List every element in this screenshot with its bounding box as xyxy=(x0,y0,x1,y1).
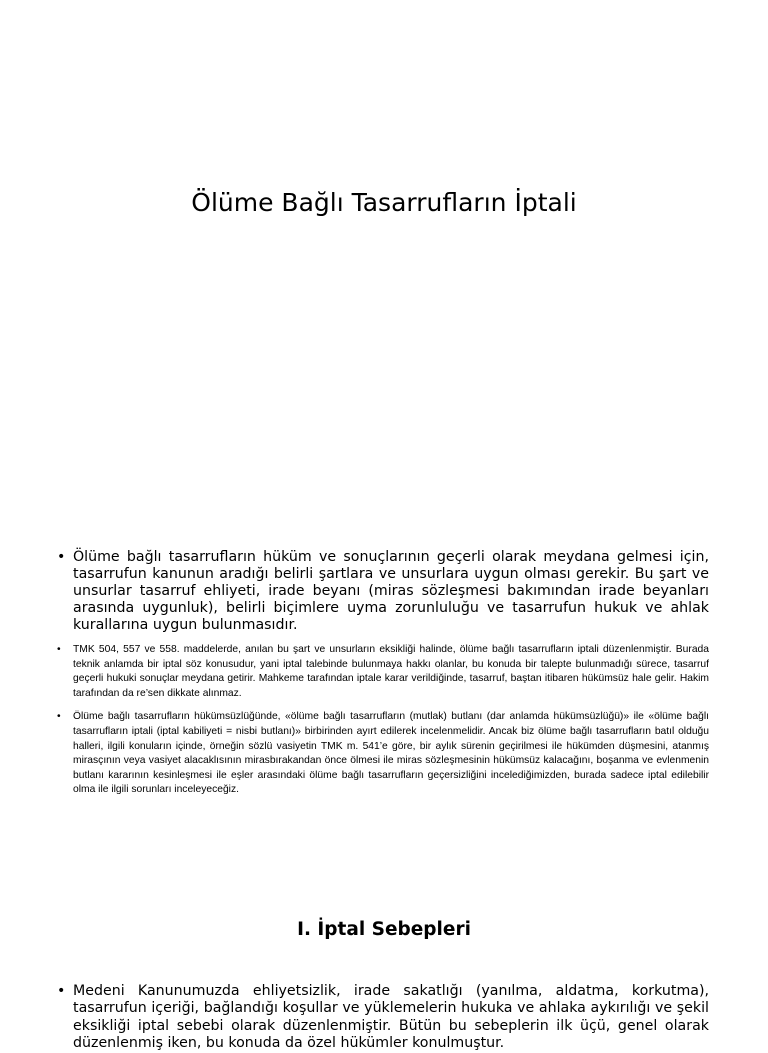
bullet-icon: • xyxy=(57,711,61,723)
section-heading: I. İptal Sebepleri xyxy=(297,919,471,940)
list-item xyxy=(57,549,709,634)
list-item xyxy=(57,643,709,701)
bullet-icon: • xyxy=(57,983,66,999)
bullet-icon: • xyxy=(57,549,66,565)
bullet-text: Ölüme bağlı tasarrufların hükümsüzlüğünde, «ölüme bağlı tasarrufların (mutlak) butlanı (dar anlamda hükümsüzlüğü)» ile «ölüme bağlı tasarrufların iptali (iptal kabiliyeti = nisbi butlanı)» birbirinden ayırt edilerek incelenmelidir. Ancak biz ölüme bağlı tasarrufların batıl olduğu halleri, ilgili konuların içinde, örneğin sözlü vasiyetin TMK m. 541’e göre, bir aylık sürenin geçirilmesi ile hükümden düşmesini, atanmış mirasçının veya vasiyet alacaklısının mirasbırakandan önce ölmesi ile miras sözleşmesinin hükümsüz kalacağını, boşanma ve evlenmenin butlanı kararının kesinleşmesi ile eşler arasındaki ölüme bağlı tasarrufların geçersizliğini incelediğimizden, burada sadece iptal edilebilir olma ile ilgili sorunları inceleyeceğiz. xyxy=(73,711,709,796)
list-item xyxy=(57,983,709,1053)
bullet-list-section xyxy=(57,983,709,1053)
slide-title: Ölüme Bağlı Tasarrufların İptali xyxy=(191,188,577,217)
list-item xyxy=(57,710,709,798)
bullet-text: Medeni Kanunumuzda ehliyetsizlik, irade sakatlığı (yanılma, aldatma, korkutma), tasarrufun içeriği, bağlandığı koşullar ve yüklemelerin hukuka ve ahlaka aykırılığı ve şekil eksikliği iptal sebebi olarak düzenlenmiştir. Bütün bu sebeplerin ilk üçü, genel olarak düzenlenmiş iken, bu konuda da özel hükümler konulmuştur. xyxy=(73,983,709,1052)
bullet-text: TMK 504, 557 ve 558. maddelerde, anılan bu şart ve unsurların eksikliği halinde, ölüme bağlı tasarrufların iptali düzenlenmiştir. Burada teknik anlamda bir iptal söz konusudur, yani iptal talebinde bulunmaya hakkı olanlar, bu konuda bir talepte bulunmadığı sürece, tasarruf geçerli hukuki sonuçlar meydana getirir. Mahkeme tarafından iptale karar verildiğinde, tasarruf, baştan itibaren hükümsüz hale gelir. Hakim tarafından da re’sen dikkate alınmaz. xyxy=(73,644,709,699)
bullet-text: Ölüme bağlı tasarrufların hüküm ve sonuçlarının geçerli olarak meydana gelmesi için, tasarrufun kanunun aradığı belirli şartlara ve unsurlara uygun olması gerekir. Bu şart ve unsurlar tasarruf ehliyeti, irade beyanı (miras sözleşmesi bakımından irade beyanları arasında uygunluk), belirli biçimlere uyma zorunluluğu ve tasarrufun hukuk ve ahlak kurallarına uygun bulunmasıdır. xyxy=(73,549,709,633)
bullet-icon: • xyxy=(57,644,61,655)
bullet-list xyxy=(57,549,709,807)
